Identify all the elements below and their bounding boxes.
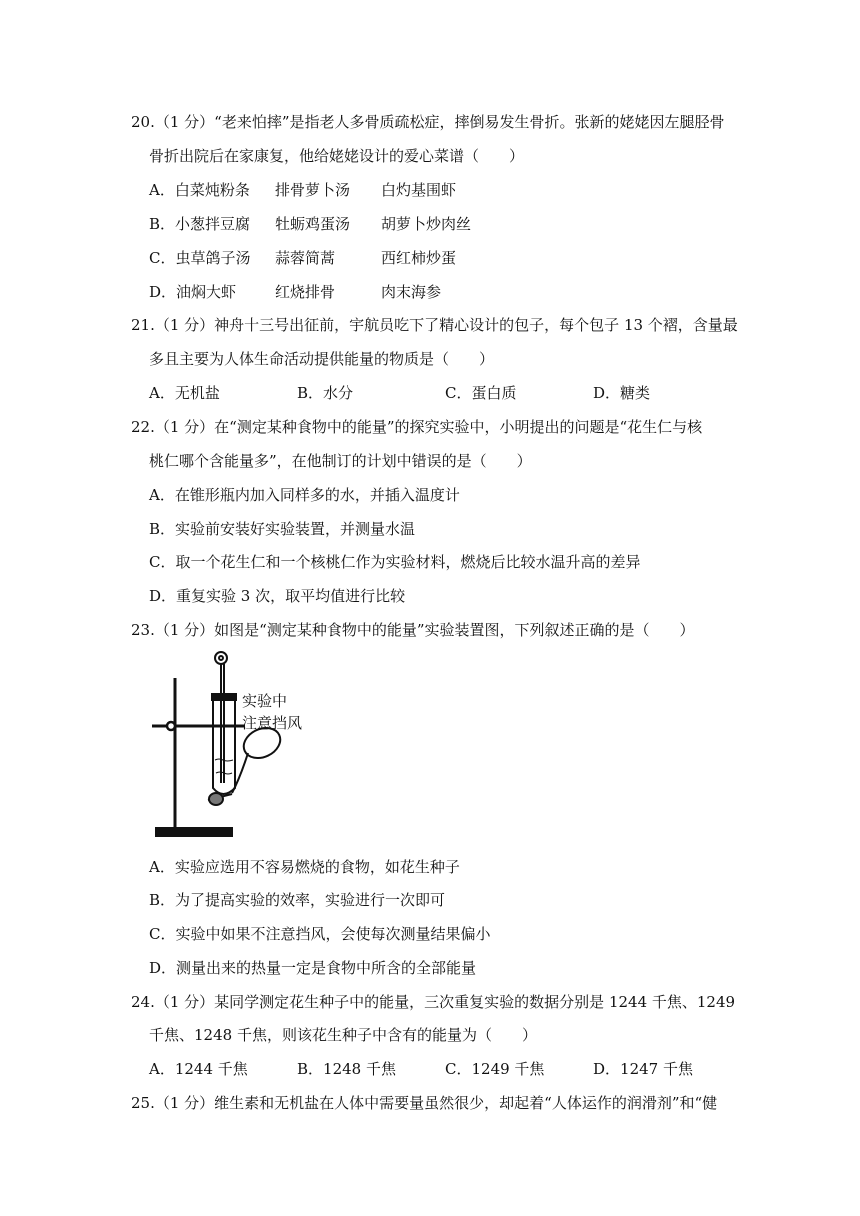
- question-20-option-c-1: C．虫草鸽子汤: [149, 249, 251, 267]
- question-23-option-a: A．实验应选用不容易燃烧的食物，如花生种子: [149, 858, 460, 876]
- question-20-option-d-3: 肉末海参: [381, 283, 442, 301]
- question-21-stem-line-1: 21.（1 分）神舟十三号出征前，宇航员吃下了精心设计的包子，每个包子 13 个褶，含量最: [131, 316, 738, 334]
- question-22-option-b: B．实验前安装好实验装置，并测量水温: [149, 520, 416, 538]
- question-24-option-a: A．1244 千焦: [149, 1060, 248, 1078]
- question-24-stem-line-2: 千焦、1248 千焦，则该花生种子中含有的能量为（ ）: [149, 1026, 537, 1044]
- question-20-option-b-3: 胡萝卜炒肉丝: [381, 215, 472, 233]
- question-23-option-c: C．实验中如果不注意挡风，会使每次测量结果偏小: [149, 925, 491, 943]
- calorimeter-apparatus-figure: [150, 648, 320, 843]
- question-21-option-b: B．水分: [297, 384, 354, 402]
- question-24-option-b: B．1248 千焦: [297, 1060, 396, 1078]
- question-20-option-c-3: 西红柿炒蛋: [381, 249, 457, 267]
- question-24-option-c: C．1249 千焦: [445, 1060, 545, 1078]
- question-24-option-d: D．1247 千焦: [593, 1060, 693, 1078]
- question-22-option-c: C．取一个花生仁和一个核桃仁作为实验材料，燃烧后比较水温升高的差异: [149, 553, 641, 571]
- question-20-option-b-1: B．小葱拌豆腐: [149, 215, 251, 233]
- question-25-stem-line-1: 25.（1 分）维生素和无机盐在人体中需要量虽然很少，却起着“人体运作的润滑剂”和“健: [131, 1094, 718, 1112]
- question-20-stem-line-2: 骨折出院后在家康复，他给姥姥设计的爱心菜谱（ ）: [149, 147, 525, 165]
- question-20-stem-line-1: 20.（1 分）“老来怕摔”是指老人多骨质疏松症，摔倒易发生骨折。张新的姥姥因左腿胫骨: [131, 113, 725, 131]
- question-21-option-c: C．蛋白质: [445, 384, 517, 402]
- question-23-option-b: B．为了提高实验的效率，实验进行一次即可: [149, 891, 446, 909]
- question-21-option-d: D．糖类: [593, 384, 651, 402]
- question-20-option-a-3: 白灼基围虾: [381, 181, 457, 199]
- question-21-option-a: A．无机盐: [149, 384, 220, 402]
- figure-label-line-2: 注意挡风: [242, 714, 303, 732]
- figure-label-line-1: 实验中: [242, 692, 288, 710]
- question-22-option-a: A．在锥形瓶内加入同样多的水，并插入温度计: [149, 486, 460, 504]
- question-20-option-b-2: 牡蛎鸡蛋汤: [275, 215, 351, 233]
- question-22-option-d: D．重复实验 3 次，取平均值进行比较: [149, 587, 406, 605]
- question-20-option-c-2: 蒜蓉简蒿: [275, 249, 336, 267]
- question-20-option-a-2: 排骨萝卜汤: [275, 181, 351, 199]
- question-23-stem: 23.（1 分）如图是“测定某种食物中的能量”实验装置图，下列叙述正确的是（ ）: [131, 621, 695, 639]
- question-20-option-d-1: D．油焖大虾: [149, 283, 237, 301]
- question-20-option-a-1: A．白菜炖粉条: [149, 181, 250, 199]
- question-23-option-d: D．测量出来的热量一定是食物中所含的全部能量: [149, 959, 477, 977]
- question-22-stem-line-1: 22.（1 分）在“测定某种食物中的能量”的探究实验中，小明提出的问题是“花生仁与核: [131, 418, 703, 436]
- question-20-option-d-2: 红烧排骨: [275, 283, 336, 301]
- question-22-stem-line-2: 桃仁哪个含能量多”，在他制订的计划中错误的是（ ）: [149, 452, 532, 470]
- question-24-stem-line-1: 24.（1 分）某同学测定花生种子中的能量，三次重复实验的数据分别是 1244 千焦、1249: [131, 993, 736, 1011]
- question-21-stem-line-2: 多且主要为人体生命活动提供能量的物质是（ ）: [149, 350, 495, 368]
